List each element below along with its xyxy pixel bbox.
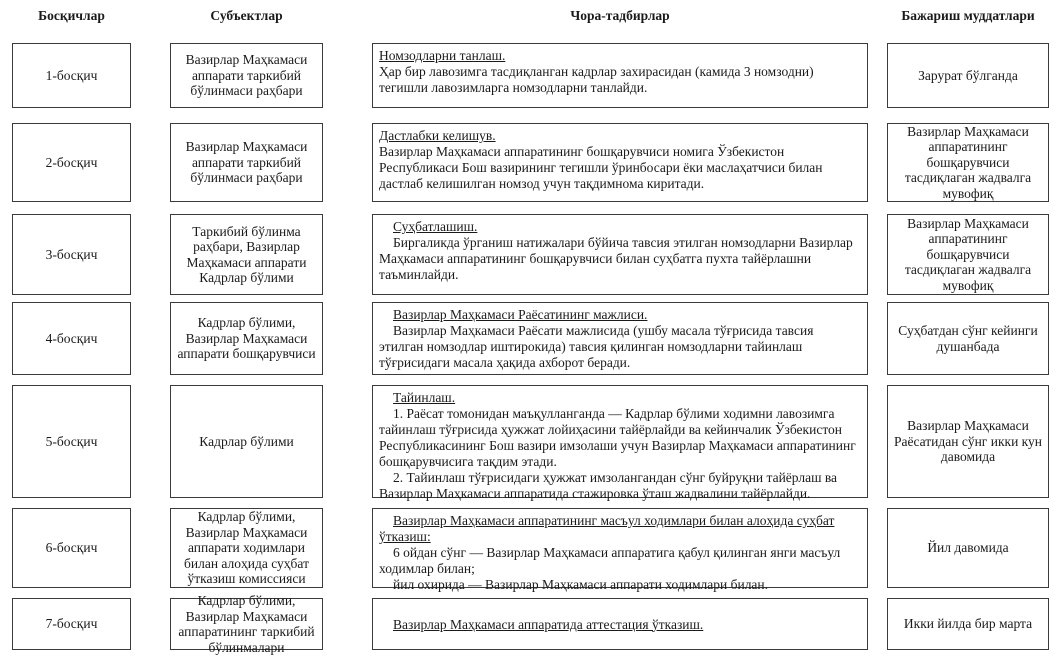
deadline-cell [887,598,1049,650]
subject-label: Вазирлар Маҳкамаси аппарати таркибий бўлинмаси раҳбари [185,52,308,99]
measure-cell [372,214,868,295]
stage-label: 3-босқич [45,246,98,262]
stage-label: 4-босқич [45,330,98,346]
stage-cell [12,302,131,375]
measure-paragraph: Ҳар бир лавозимга тасдиқланган кадрлар захирасидан (камида 3 номзодни) тегишли лавозимларга номзодларни танлайди. [379,64,814,95]
header-measures: Чора-тадбирлар [570,8,670,23]
table-row [0,214,1060,295]
column-headers [0,8,1060,24]
subject-label: Кадрлар бўлими, Вазирлар Маҳкамаси аппарати ходимлари билан алоҳида суҳбат ўтказиш комиссияси [184,509,309,587]
deadline-label: Зарурат бўлганда [918,67,1018,83]
stage-label: 5-босқич [45,433,98,449]
deadline-cell [887,508,1049,588]
subject-label: Кадрлар бўлими [199,433,294,449]
deadline-label: Йил давомида [927,540,1009,556]
deadline-cell [887,302,1049,375]
measure-cell [372,123,868,202]
measure-paragraph: Вазирлар Маҳкамаси Раёсати мажлисида (ушбу масала тўғрисида тавсия этилган номзодлар иштирокида) тавсия қилинган номзодларни тайинлаш тўғрисидаги масала ҳақида ахборот беради. [379,323,814,370]
measure-paragraph: йил охирида — Вазирлар Маҳкамаси аппарати ходимлари билан. [393,577,769,592]
deadline-cell [887,43,1049,108]
stage-cell [12,385,131,498]
header-subjects: Субъектлар [210,8,283,23]
measure-title: Вазирлар Маҳкамаси Раёсатининг мажлиси. [393,307,648,322]
stage-cell [12,214,131,295]
table-row [0,302,1060,375]
stage-label: 7-босқич [45,616,98,632]
stage-label: 6-босқич [45,540,98,556]
measure-paragraph: Биргаликда ўрганиш натижалари бўйича тавсия этилган номзодларни Вазирлар Маҳкамаси аппаратининг бошқарувчиси билан суҳбатга пухта тайёрлашни таъминлайди. [379,235,853,282]
measure-title: Дастлабки келишув. [379,128,496,143]
measure-paragraph: 2. Тайинлаш тўғрисидаги ҳужжат имзолангандан сўнг буйруқни тайёрлаш ва Вазирлар Маҳкамаси аппаратида стажировка ўташ жадвалини тайёрлайди. [379,470,838,501]
measure-title: Суҳбатлашиш. [393,219,478,234]
measure-title: Тайинлаш. [393,390,456,405]
stage-cell [12,123,131,202]
deadline-cell [887,385,1049,498]
deadline-label: Вазирлар Маҳкамаси Раёсатидан сўнг икки кун давомида [893,418,1043,465]
measure-cell [372,302,868,375]
measure-paragraph: 1. Раёсат томонидан маъқулланганда — Кадрлар бўлими ходимни лавозимга тайинлаш тўғрисида ҳужжат лойиҳасини тайёрлайди ва кейинчалик Ўзбекистон Республикасининг Бош вазири имзолаши учун Вазирлар Маҳкамаси аппаратининг бошқарувчисига тақдим этади. [379,406,856,469]
measure-paragraph: 6 ойдан сўнг — Вазирлар Маҳкамаси аппаратига қабул қилинган янги масъул ходимлар билан; [379,545,841,576]
stage-label: 2-босқич [45,154,98,170]
measure-cell [372,385,868,501]
table-row [0,123,1060,202]
deadline-label: Вазирлар Маҳкамаси аппаратининг бошқарувчиси тасдиқлаган жадвалга мувофиқ [904,215,1032,293]
stage-cell [12,43,131,108]
table-row [0,385,1060,501]
measure-cell [372,508,868,592]
subject-cell [170,43,323,108]
subject-label: Вазирлар Маҳкамаси аппарати таркибий бўлинмаси раҳбари [185,139,308,186]
subject-cell [170,385,323,498]
subject-label: Кадрлар бўлими, Вазирлар Маҳкамаси аппарати бошқарувчиси [177,315,316,362]
measure-cell [372,598,868,650]
stage-cell [12,598,131,650]
deadline-label: Суҳбатдан сўнг кейинги душанбада [898,323,1038,354]
measure-paragraph: Вазирлар Маҳкамаси аппаратининг бошқарувчиси номига Ўзбекистон Республикаси Бош вазирининг тегишли ўринбосари ёки маслаҳатчиси билан дастлаб келишилган номзод учун тақдимнома киритади. [379,144,823,191]
deadline-label: Икки йилда бир марта [903,616,1033,632]
subject-label: Кадрлар бўлими, Вазирлар Маҳкамаси аппаратининг таркибий бўлинмалари [178,593,315,655]
measure-cell [372,43,868,108]
deadline-cell [887,214,1049,295]
measure-title: Вазирлар Маҳкамаси аппаратининг масъул ходимлари билан алоҳида суҳбат ўтказиш: [379,513,835,544]
table-row [0,43,1060,108]
header-stages: Босқичлар [38,8,105,23]
subject-cell [170,302,323,375]
deadline-label: Вазирлар Маҳкамаси аппаратининг бошқарувчиси тасдиқлаган жадвалга мувофиқ [904,123,1032,201]
stage-cell [12,508,131,588]
measure-title: Вазирлар Маҳкамаси аппаратида аттестация ўтказиш. [393,616,704,632]
deadline-cell [887,123,1049,202]
measure-title: Номзодларни танлаш. [379,48,506,63]
table-row [0,508,1060,592]
header-deadlines: Бажариш муддатлари [901,8,1035,23]
subject-cell [170,508,323,588]
stage-label: 1-босқич [45,67,98,83]
subject-cell [170,214,323,295]
subject-label: Таркибий бўлинма раҳбари, Вазирлар Маҳкамаси аппарати Кадрлар бўлими [186,223,307,285]
subject-cell [170,123,323,202]
table-row [0,593,1060,655]
subject-cell [170,593,323,655]
